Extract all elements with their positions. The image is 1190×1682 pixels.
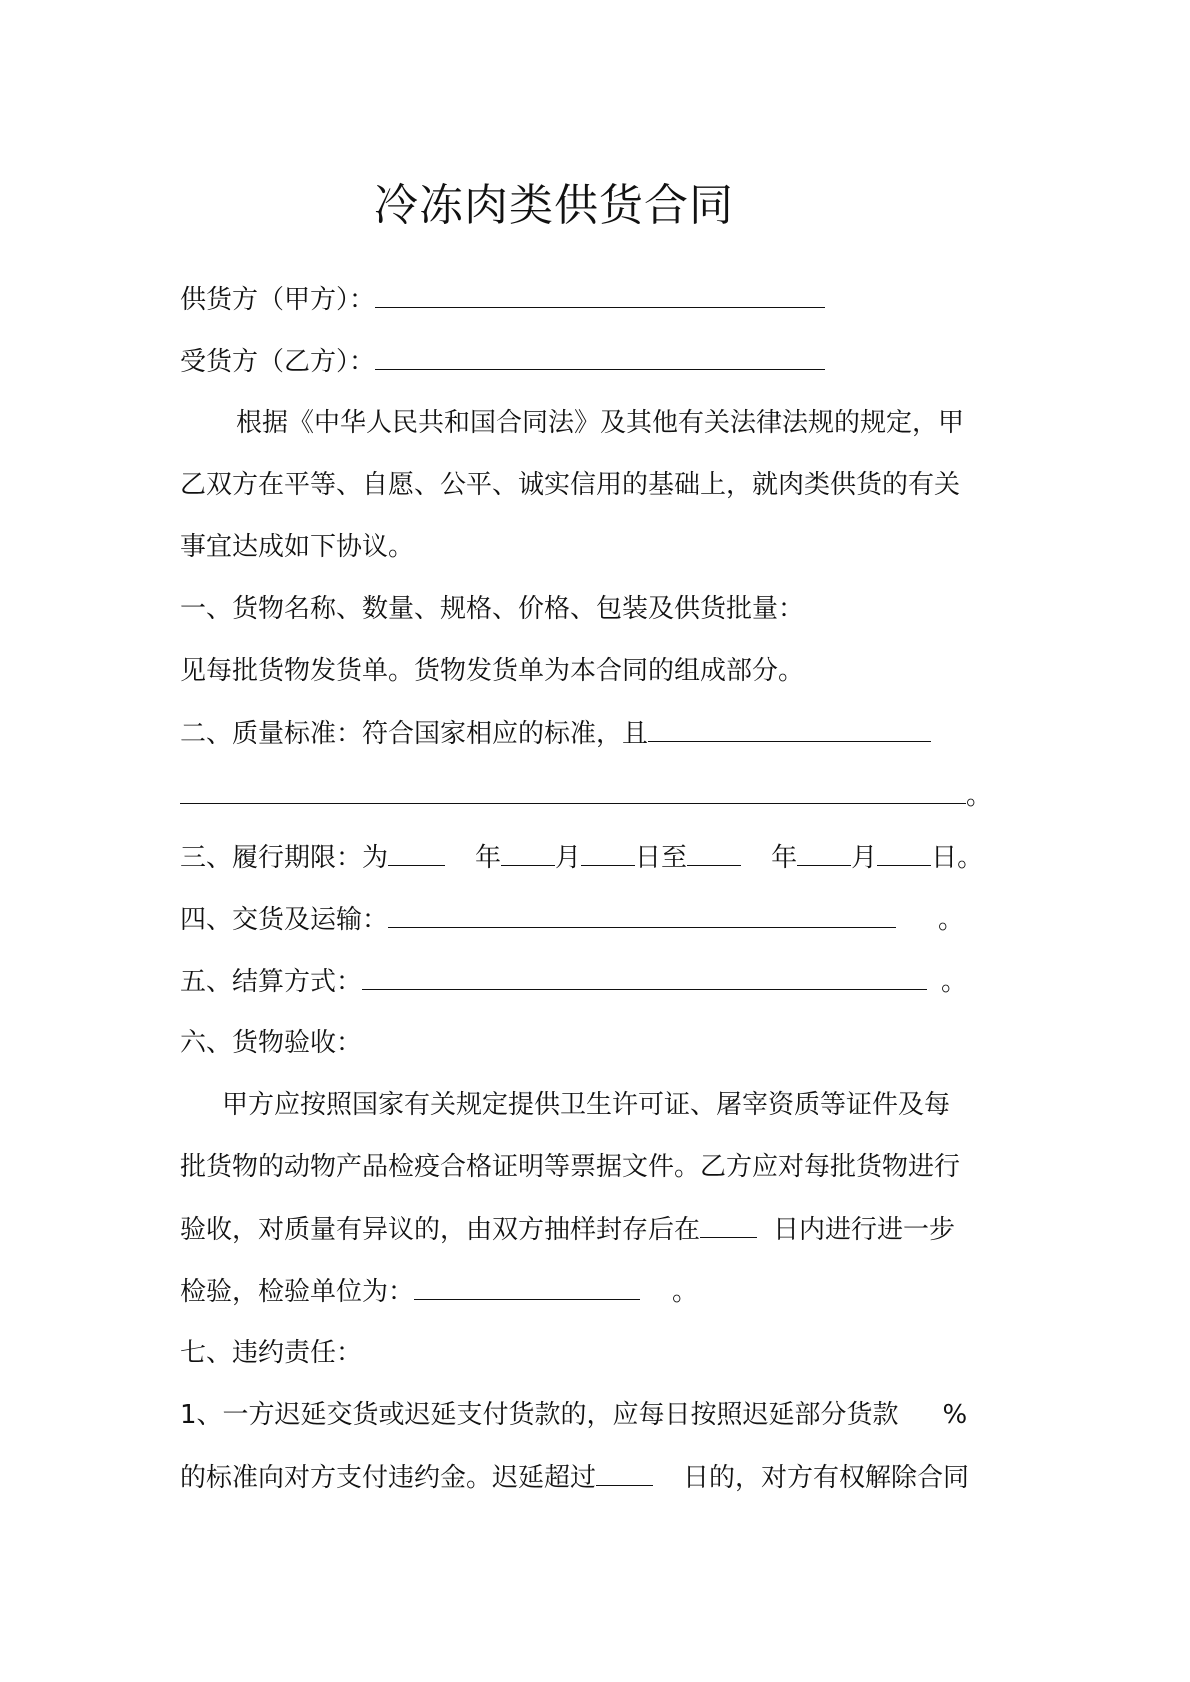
section-2-end: 。 — [966, 781, 993, 811]
section-6-line-1: 甲方应按照国家有关规定提供卫生许可证、屠宰资质等证件及每 — [222, 1090, 951, 1120]
section-5-line — [180, 963, 967, 1000]
inspection-days-blank[interactable] — [700, 1211, 757, 1238]
section-3-line — [180, 839, 983, 876]
section-1-heading: 一、货物名称、数量、规格、价格、包装及供货批量： — [180, 594, 805, 624]
section-7-line-2 — [180, 1459, 969, 1496]
quality-blank-2[interactable] — [180, 777, 966, 804]
receiver-blank[interactable] — [375, 343, 825, 370]
section-6-heading: 六、货物验收： — [180, 1028, 363, 1058]
section-7-heading: 七、违约责任： — [180, 1338, 363, 1368]
delivery-blank[interactable] — [388, 901, 896, 928]
section-2-line — [180, 715, 931, 752]
section-5-end: 。 — [941, 967, 968, 997]
start-month-unit: 月 — [555, 843, 582, 873]
section-2-continuation — [180, 777, 992, 814]
end-day-blank[interactable] — [877, 839, 931, 866]
section-4-label: 四、交货及运输： — [180, 905, 389, 935]
section-6-line-3a: 验收，对质量有异议的，由双方抽样封存后在 — [180, 1215, 701, 1245]
section-7-line-2a: 的标准向对方支付违约金。迟延超过 — [180, 1463, 597, 1493]
contract-title: 冷冻肉类供货合同 — [374, 180, 734, 231]
supplier-label: 供货方（甲方）： — [180, 285, 376, 315]
receiver-line — [180, 343, 825, 380]
section-7-line-1-text: 1、一方迟延交货或迟延支付货款的，应每日按照迟延部分货款 — [180, 1400, 899, 1430]
section-7-line-2b: 日的，对方有权解除合同 — [683, 1463, 970, 1493]
section-6-line-3b: 日内进行进一步 — [773, 1215, 956, 1245]
section-5-label: 五、结算方式： — [180, 967, 363, 997]
end-month-unit: 月 — [851, 843, 878, 873]
intro-line-2: 乙双方在平等、自愿、公平、诚实信用的基础上，就肉类供货的有关 — [180, 470, 961, 500]
start-day-blank[interactable] — [581, 839, 635, 866]
intro-line-3: 事宜达成如下协议。 — [180, 532, 415, 562]
supplier-blank[interactable] — [375, 281, 825, 308]
start-year-unit: 年 — [475, 843, 502, 873]
section-1-body: 见每批货物发货单。货物发货单为本合同的组成部分。 — [180, 656, 805, 686]
supplier-line — [180, 281, 825, 318]
start-day-to: 日至 — [635, 843, 688, 873]
inspection-unit-blank[interactable] — [414, 1273, 640, 1300]
end-month-blank[interactable] — [797, 839, 851, 866]
start-year-blank[interactable] — [388, 839, 445, 866]
section-6-line-3 — [180, 1211, 955, 1248]
receiver-label: 受货方（乙方）： — [180, 347, 376, 377]
end-year-blank[interactable] — [687, 839, 741, 866]
end-year-unit: 年 — [771, 843, 798, 873]
section-7-line-1 — [180, 1397, 967, 1433]
section-7-percent: % — [942, 1400, 968, 1430]
quality-blank-1[interactable] — [648, 715, 931, 742]
section-6-line-4-end: 。 — [672, 1277, 699, 1307]
intro-line-1: 根据《中华人民共和国合同法》及其他有关法律法规的规定，甲 — [236, 408, 965, 438]
section-4-end: 。 — [938, 905, 965, 935]
section-6-line-4 — [180, 1273, 698, 1310]
end-day-unit: 日。 — [931, 843, 984, 873]
settlement-blank[interactable] — [362, 963, 927, 990]
section-3-label: 三、履行期限：为 — [180, 843, 389, 873]
overdue-days-blank[interactable] — [596, 1459, 653, 1486]
section-4-line — [180, 901, 964, 938]
section-6-line-2: 批货物的动物产品检疫合格证明等票据文件。乙方应对每批货物进行 — [180, 1152, 961, 1182]
section-2-label: 二、质量标准：符合国家相应的标准，且 — [180, 719, 649, 749]
start-month-blank[interactable] — [501, 839, 555, 866]
section-6-line-4-label: 检验，检验单位为： — [180, 1277, 415, 1307]
